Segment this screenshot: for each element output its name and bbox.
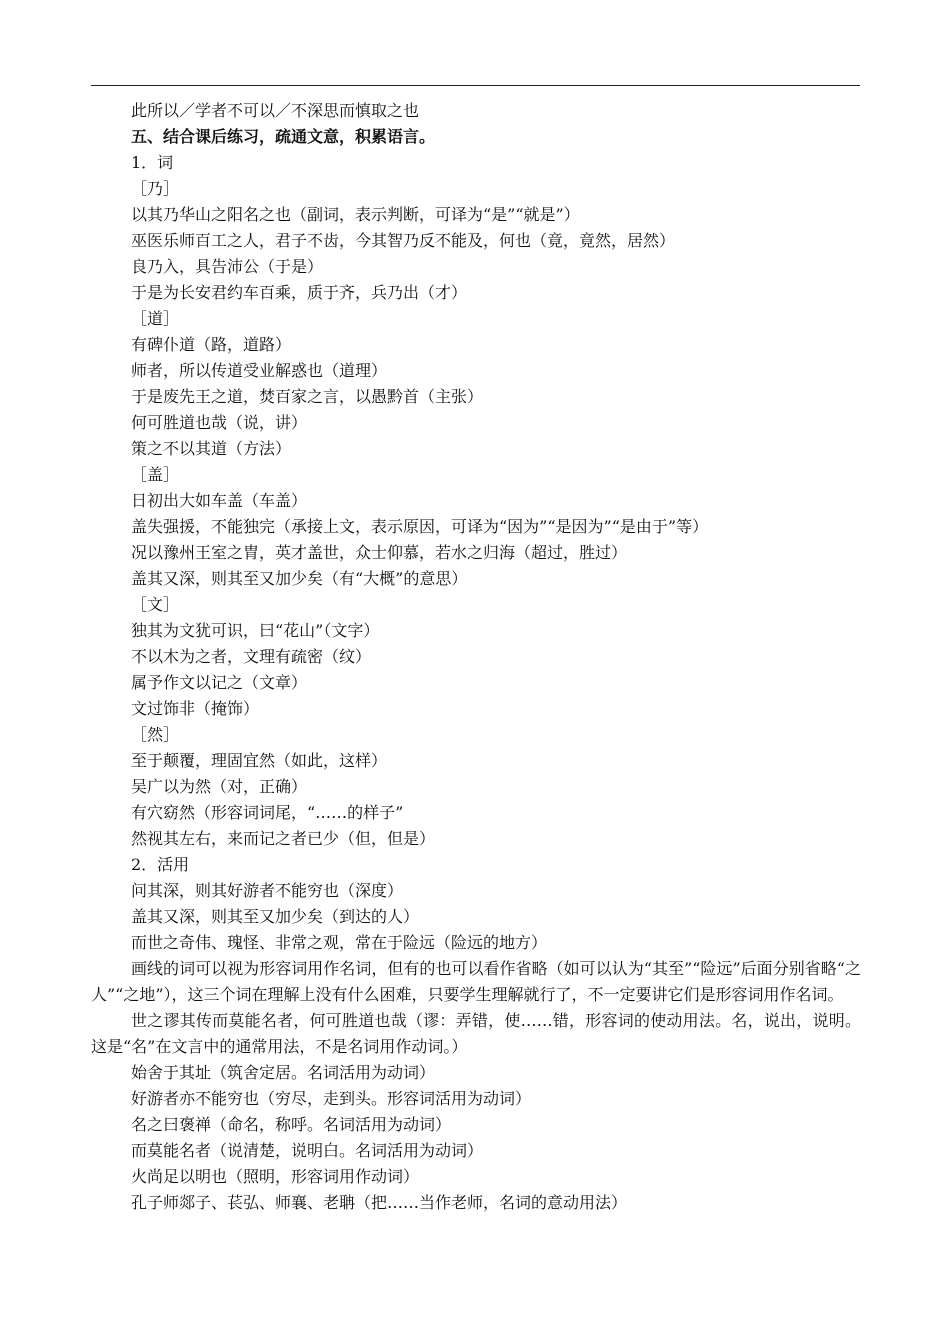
text-line: 巫医乐师百工之人，君子不齿，今其智乃反不能及，何也（竟，竟然，居然） <box>131 231 676 250</box>
explanation-paragraph: 画线的词可以视为形容词用作名词，但有的也可以看作省略（如可以认为“其至”“险远”后面分别省略“之人”“之地”），这三个词在理解上没有什么困难，只要学生理解就行了，不一定要讲它们是形容词用作名词。 <box>91 959 861 1004</box>
text-line: 不以木为之者，文理有疏密（纹） <box>131 647 372 666</box>
text-line: 策之不以其道（方法） <box>131 439 292 458</box>
subsection-heading-usage: 2．活用 <box>131 855 190 874</box>
word-label-wen: ［文］ <box>131 595 180 614</box>
text-line: 良乃入，具告沛公（于是） <box>131 257 324 276</box>
text-line: 名之曰褒禅（命名，称呼。名词活用为动词） <box>131 1115 452 1134</box>
text-line: 于是为长安君约车百乘，质于齐，兵乃出（才） <box>131 283 468 302</box>
subsection-heading-words: 1．词 <box>131 153 174 172</box>
text-line: 何可胜道也哉（说，讲） <box>131 413 308 432</box>
text-line: 此所以／学者不可以／不深思而慎取之也 <box>131 101 420 120</box>
text-line: 独其为文犹可识，曰“花山”（文字） <box>131 621 380 640</box>
word-label-dao: ［道］ <box>131 309 180 328</box>
text-line: 至于颠覆，理固宜然（如此，这样） <box>131 751 388 770</box>
document-body <box>91 98 861 1216</box>
text-line: 盖失强援，不能独完（承接上文，表示原因，可译为“因为”“是因为”“是由于”等） <box>131 517 709 536</box>
text-line: 日初出大如车盖（车盖） <box>131 491 308 510</box>
text-line: 然视其左右，来而记之者已少（但，但是） <box>131 829 436 848</box>
text-line: 师者，所以传道受业解惑也（道理） <box>131 361 388 380</box>
word-label-ran: ［然］ <box>131 725 180 744</box>
text-line: 盖其又深，则其至又加少矣（有“大概”的意思） <box>131 569 468 588</box>
text-line: 以其乃华山之阳名之也（副词，表示判断，可译为“是”“就是”） <box>131 205 580 224</box>
word-label-nai: ［乃］ <box>131 179 180 198</box>
text-line: 始舍于其址（筑舍定居。名词活用为动词） <box>131 1063 436 1082</box>
explanation-paragraph: 世之谬其传而莫能名者，何可胜道也哉（谬：弄错，使……错，形容词的使动用法。名，说出，说明。这是“名”在文言中的通常用法，不是名词用作动词。） <box>91 1011 861 1056</box>
text-line: 吴广以为然（对，正确） <box>131 777 308 796</box>
text-line: 好游者亦不能穷也（穷尽，走到头。形容词活用为动词） <box>131 1089 532 1108</box>
text-line: 问其深，则其好游者不能穷也（深度） <box>131 881 404 900</box>
text-line: 而世之奇伟、瑰怪、非常之观，常在于险远（险远的地方） <box>131 933 548 952</box>
header-rule <box>91 85 860 86</box>
word-label-gai: ［盖］ <box>131 465 180 484</box>
text-line: 盖其又深，则其至又加少矣（到达的人） <box>131 907 420 926</box>
text-line: 文过饰非（掩饰） <box>131 699 260 718</box>
text-line: 孔子师郯子、苌弘、师襄、老聃（把……当作老师，名词的意动用法） <box>131 1193 628 1212</box>
text-line: 火尚足以明也（照明，形容词用作动词） <box>131 1167 420 1186</box>
text-line: 而莫能名者（说清楚，说明白。名词活用为动词） <box>131 1141 484 1160</box>
text-line: 有碑仆道（路，道路） <box>131 335 292 354</box>
section-heading: 五、结合课后练习，疏通文意，积累语言。 <box>131 127 436 146</box>
text-line: 于是废先王之道，焚百家之言，以愚黔首（主张） <box>131 387 484 406</box>
text-line: 有穴窈然（形容词词尾，“……的样子” <box>131 803 404 822</box>
text-line: 属予作文以记之（文章） <box>131 673 308 692</box>
text-line: 况以豫州王室之胄，英才盖世，众士仰慕，若水之归海（超过，胜过） <box>131 543 628 562</box>
